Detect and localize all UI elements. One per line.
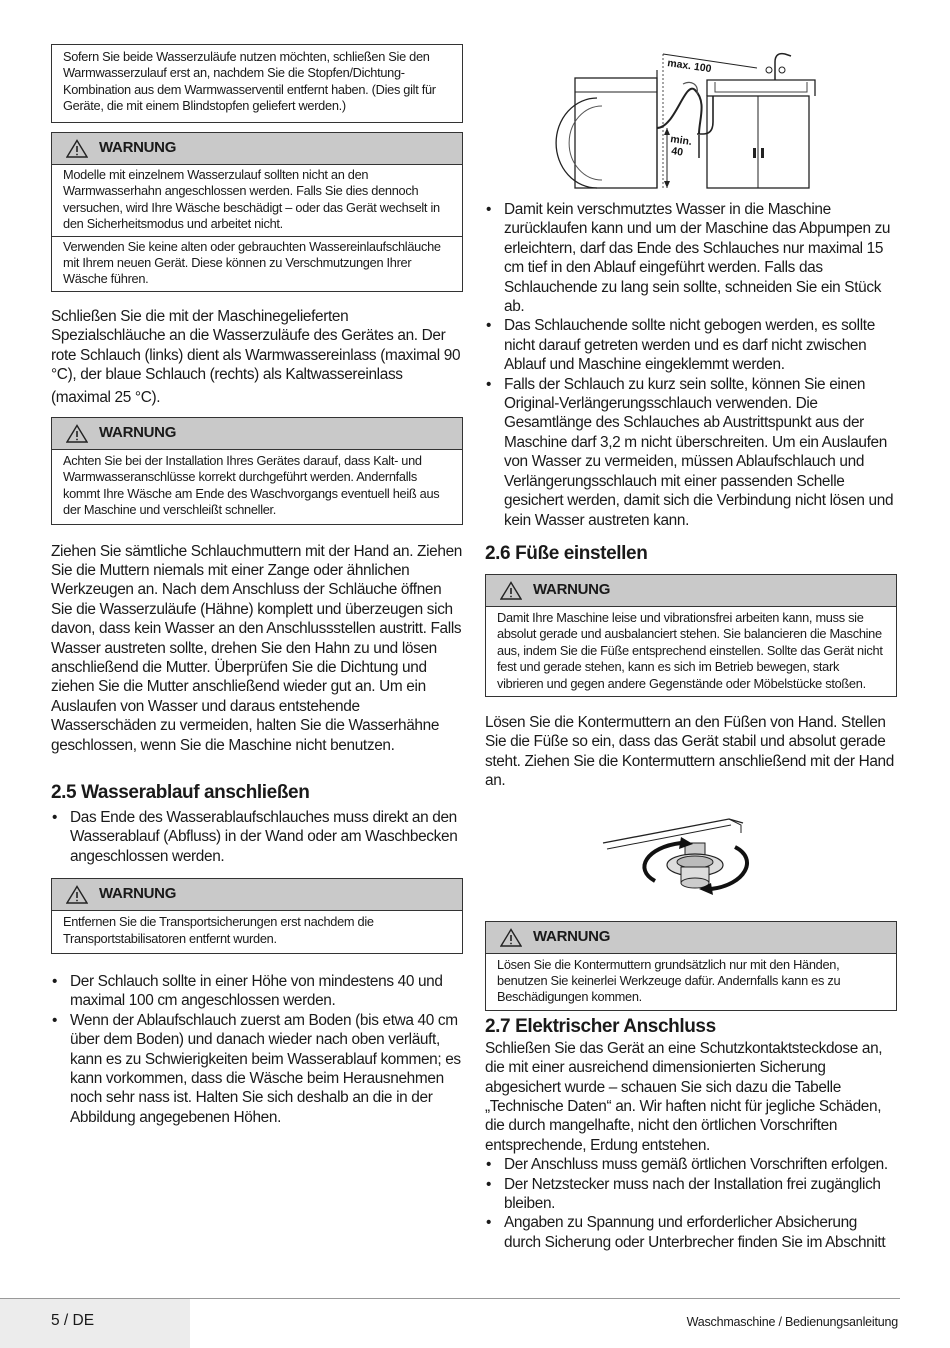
paragraph: (maximal 25 °C).: [51, 389, 161, 407]
list-item: • Der Netzstecker muss nach der Installation frei zugänglich bleiben.: [485, 1175, 897, 1214]
warning-icon: [66, 424, 88, 443]
list-item: • Angaben zu Spannung und erforderlicher Absicherung durch Sicherung oder Unterbrecher finden Sie im Abschnitt: [485, 1213, 897, 1252]
warning-header: [486, 922, 896, 954]
warning-header: [52, 133, 462, 165]
bullet-list: [51, 808, 463, 866]
section-heading: 2.6 Füße einstellen: [485, 542, 648, 564]
warning-text: Damit Ihre Maschine leise und vibrationsfrei arbeiten kann, muss sie absolut gerade und ausbalanciert stehen. Sie balancieren die Maschine aus, indem Sie die Füße entsprechend einstellen. Sollte das Gerät nicht fest und gerade stehen, kann es sich im Betrieb bewegen, stark vibrieren und gegen andere Gegenstände oder Möbelstücke stoßen.: [497, 609, 883, 691]
list-item: • Das Ende des Wasserablaufschlauches muss direkt an den Wasserablauf (Abfluss) in der Wand oder am Waschbecken angeschlossen werden.: [51, 808, 463, 866]
warning-title: WARNUNG: [99, 885, 177, 903]
bullet-list: [485, 1155, 897, 1252]
list-item: • Falls der Schlauch zu kurz sein sollte, können Sie einen Original-Verlängerungsschlauch verwenden. Die Gesamtlänge des Schlauches ab Austrittspunkt aus der Maschine darf 3,2 m nicht überschreiten. Um ein Auslaufen von Wasser zu vermeiden, müssen Ablaufschlauch und Verlängerungsschlauch mit einer passenden Schelle gesichert werden, damit sich die Verbindung nicht lösen und kein Wasser austreten kann.: [485, 375, 897, 530]
warning-text: Entfernen Sie die Transportsicherungen erst nachdem die Transportstabilisatoren entfernt wurden.: [63, 914, 374, 946]
foot-adjustment-illustration: [485, 803, 897, 907]
warning-icon: [66, 885, 88, 904]
warning-title: WARNUNG: [533, 927, 611, 945]
warning-header: [486, 575, 896, 607]
warning-icon: [66, 139, 88, 158]
warning-box: [51, 132, 463, 292]
right-column: [485, 40, 897, 1252]
bullet-list: [51, 972, 463, 1127]
paragraph: Ziehen Sie sämtliche Schlauchmuttern mit der Hand an. Ziehen Sie die Muttern niemals mit einer Zange oder ähnlichen Werkzeugen an. Nach dem Anschluss der Schläuche öffnen Sie die Wasserzuläufe (Hähne) komplett und überzeugen sich davon, dass kein Wasser an den Anschlussstellen austritt. Falls Wasser austreten sollte, drehen Sie den Hahn zu und lösen anschließend die Mutter. Überprüfen Sie die Dichtung und ziehen Sie die Mutter anschließend wieder gut an. Um ein Auslaufen von Wasser und daraus entstehende Wasserschäden zu vermeiden, halten Sie die Wasserhähne geschlossen, wenn Sie die Maschine nicht benutzen.: [51, 542, 463, 754]
paragraph: Lösen Sie die Kontermuttern an den Füßen von Hand. Stellen Sie die Füße so ein, dass das Gerät stabil und absolut gerade steht. Ziehen Sie die Kontermuttern anschließend mit der Hand an.: [485, 713, 894, 790]
info-box: [51, 44, 463, 123]
warning-box: [51, 878, 463, 954]
document-title: Waschmaschine / Bedienungsanleitung: [686, 1315, 898, 1329]
page-number-box: [0, 1299, 190, 1348]
min-height-label: min.: [669, 133, 693, 148]
info-box-text: Sofern Sie beide Wasserzuläufe nutzen möchten, schließen Sie den Warmwasserzulauf erst an, nachdem Sie die Stopfen/Dichtung-Kombination aus dem Warmwasserventil entfernt haben. (Dies gilt für Geräte, die mit einem Blindstopfen geliefert werden.): [63, 49, 436, 114]
left-column: [51, 44, 463, 1127]
list-item: • Das Schlauchende sollte nicht gebogen werden, es sollte nicht darauf getreten werden und es darf nicht zwischen Ablauf und Maschine eingeklemmt werden.: [485, 316, 897, 374]
warning-header: [52, 879, 462, 911]
warning-text: Lösen Sie die Kontermuttern grundsätzlich nur mit den Händen, benutzen Sie keinerlei Werkzeuge dafür. Andernfalls kann es zu Beschädigungen kommen.: [497, 956, 841, 1005]
section-heading: 2.5 Wasserablauf anschließen: [51, 781, 310, 803]
warning-title: WARNUNG: [533, 581, 611, 599]
max-height-label: max. 100: [666, 57, 713, 76]
warning-box: [485, 574, 897, 697]
warning-box: [485, 921, 897, 1011]
section-heading: 2.7 Elektrischer Anschluss: [485, 1015, 716, 1037]
paragraph: Schließen Sie die mit der Maschinegelieferten Spezialschläuche an die Wasserzuläufe des Gerätes an. Der rote Schlauch (links) dient als Warmwassereinlass (maximal 90 °C), der blaue Schlauch (rechts) als Kaltwassereinlass: [51, 307, 461, 384]
warning-icon: [500, 928, 522, 947]
warning-title: WARNUNG: [99, 139, 177, 157]
warning-text: Verwenden Sie keine alten oder gebrauchten Wassereinlaufschläuche mit Ihrem neuen Gerät. Diese können zu Verschmutzungen Ihrer Wäsche führen.: [52, 236, 462, 291]
drain-hose-illustration: [485, 40, 897, 192]
warning-box: [51, 417, 463, 525]
list-item: • Der Anschluss muss gemäß örtlichen Vorschriften erfolgen.: [485, 1155, 897, 1174]
warning-header: [52, 418, 462, 450]
warning-text: Modelle mit einzelnem Wasserzulauf sollten nicht an den Warmwasserhahn angeschlossen werden. Falls Sie dies dennoch versuchen, wird Ihre Wäsche beschädigt – oder das Gerät wechselt in den Sicherheitsmodus und arbeitet nicht.: [63, 167, 440, 232]
list-item: • Damit kein verschmutztes Wasser in die Maschine zurücklaufen kann und um der Maschine das Abpumpen zu erleichtern, darf das Ende des Schlauches nur maximal 15 cm tief in den Ablauf eingeführt werden. Falls das Schlauchende zu lang sein sollte, schneiden Sie ein Stück ab.: [485, 200, 897, 316]
paragraph: Schließen Sie das Gerät an eine Schutzkontaktsteckdose an, die mit einer ausreichend dimensionierten Sicherung abgesichert wurde – schauen Sie sich dazu die Tabelle „Technische Daten“ an. Wir haften nicht für jegliche Schäden, die durch mangelhafte, nicht den örtlichen Vorschriften entsprechende, Erdung entstehen.: [485, 1039, 883, 1154]
warning-icon: [500, 581, 522, 600]
page-number: 5 / DE: [51, 1312, 95, 1329]
list-item: • Wenn der Ablaufschlauch zuerst am Boden (bis etwa 40 cm über dem Boden) und danach wieder nach oben verläuft, kann es zu Schwierigkeiten beim Wasserablauf kommen; es kann vorkommen, dass die Wäsche beim Herausnehmen noch sehr nass ist. Halten Sie sich deshalb an die in der Abbildung angegebenen Höhen.: [51, 1011, 463, 1127]
warning-title: WARNUNG: [99, 424, 177, 442]
warning-text: Achten Sie bei der Installation Ihres Gerätes darauf, dass Kalt- und Warmwasseranschlüsse korrekt durchgeführt werden. Andernfalls kommt Ihre Wäsche am Ende des Waschvorgangs eventuell heiß aus der Maschine und verschleißt schneller.: [63, 452, 440, 518]
list-item: • Der Schlauch sollte in einer Höhe von mindestens 40 und maximal 100 cm angeschlossen werden.: [51, 972, 463, 1011]
page-footer: [0, 1298, 950, 1348]
bullet-list: [485, 200, 897, 530]
min-height-value: 40: [670, 145, 684, 159]
